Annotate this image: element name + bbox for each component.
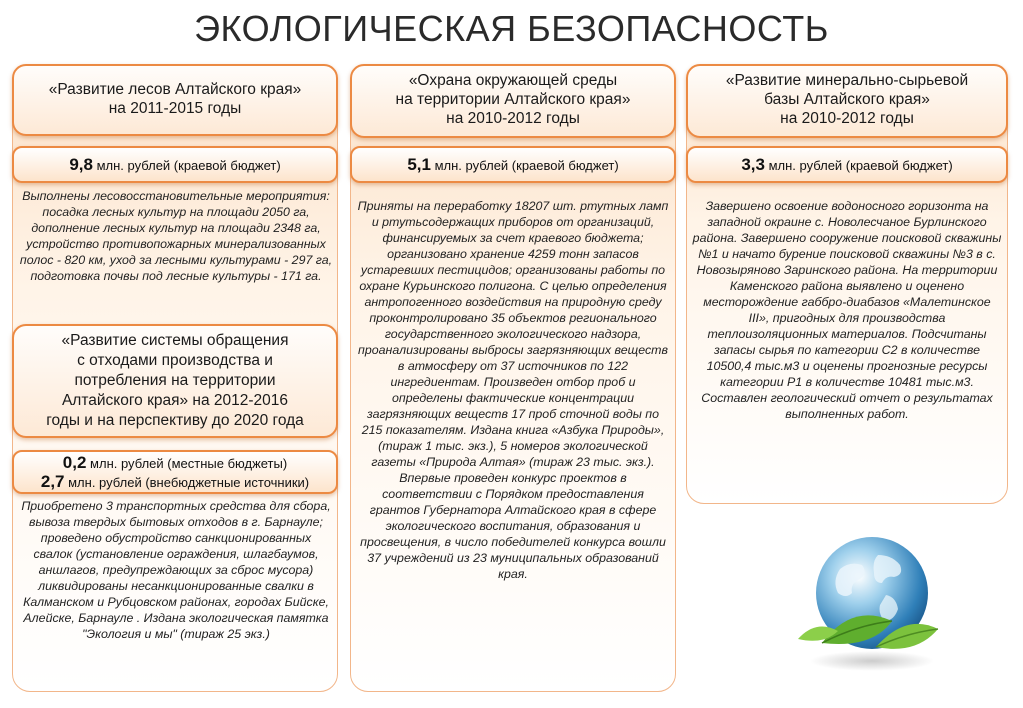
forest-program-period: на 2011-2015 годы <box>108 100 242 117</box>
environment-amount-value: 5,1 <box>407 155 431 174</box>
waste-program-results: Приобретено 3 транспортных средства для сбора, вывоза твердых бытовых отходов в г. Барнауле; проведено обустройство санкционированных свалок (установление ограждения, шлагбаумов, аншлагов, предупреждающих за сброс мусора) ликвидированы несанкционированные свалки в Калманском и Рубцовском районах, городах Бийске, Алейске, Барнауле . Издана экологическая памятка "Экология и мы" (тираж 25 экз.) <box>21 499 331 641</box>
environment-program-amount <box>350 146 676 183</box>
minerals-amount-text: млн. рублей (краевой бюджет) <box>764 158 953 173</box>
waste-title-line5: годы и на перспективу до 2020 года <box>46 412 304 429</box>
waste-title-line3: потребления на территории <box>74 372 276 389</box>
waste-title-line2: с отходами производства и <box>77 352 273 369</box>
waste-program-amount <box>12 450 338 494</box>
minerals-program-results: Завершено освоение водоносного горизонта на западной окраине с. Новолесчаное Бурлинского района. Завершено сооружение поисковой скважины №1 и начато бурение поисковой скважины №3 в с. Новозыряново Заринского района. На территории Каменского района выявлено и оценено месторождение габбро-диабазов «Малетинское III», пригодных для производства теплоизоляционных материалов. Подсчитаны запасы сырья по категории С2 в количестве 10500,4 тыс.м3 и оценены прогнозные ресурсы категории Р1 в количестве 10481 тыс.м3. Составлен геологический отчет о результатах выполненных работ. <box>692 199 1002 421</box>
waste-title-line1: «Развитие системы обращения <box>61 332 289 349</box>
globe-with-leaves-icon <box>792 525 942 675</box>
environment-title-line1: «Охрана окружающей среды <box>408 72 618 89</box>
page-title: ЭКОЛОГИЧЕСКАЯ БЕЗОПАСНОСТЬ <box>194 8 829 49</box>
environment-title-line3: на 2010-2012 годы <box>446 110 580 127</box>
waste-amount2-text: млн. рублей (внебюджетные источники) <box>64 475 310 490</box>
forest-program-results: Выполнены лесовосстановительные мероприятия: посадка лесных культур на площади 2050 га, дополнение лесных культур на площади 2348 га, устройство противопожарных минерализованных полос - 820 км, уход за лесными культурами - 297 га, подготовка почвы под лесные культуры - 171 га. <box>19 189 333 283</box>
forest-program-amount <box>12 146 338 183</box>
waste-amount1-text: млн. рублей (местные бюджеты) <box>86 456 288 471</box>
waste-amount2-value: 2,7 <box>40 472 65 491</box>
minerals-program-header <box>686 64 1008 138</box>
forest-amount-value: 9,8 <box>69 155 93 174</box>
forest-program-header <box>12 64 338 136</box>
forest-amount-text: млн. рублей (краевой бюджет) <box>92 158 281 173</box>
environment-title-line2: на территории Алтайского края» <box>395 91 631 108</box>
minerals-amount-value: 3,3 <box>741 155 765 174</box>
environment-program-header <box>350 64 676 138</box>
minerals-title-line2: базы Алтайского края» <box>764 91 930 108</box>
waste-amount1-value: 0,2 <box>62 453 87 472</box>
minerals-title-line3: на 2010-2012 годы <box>780 110 914 127</box>
environment-amount-text: млн. рублей (краевой бюджет) <box>430 158 619 173</box>
waste-title-line4: Алтайского края» на 2012-2016 <box>61 392 289 409</box>
minerals-program-amount <box>686 146 1008 183</box>
waste-program-header <box>12 324 338 438</box>
environment-program-results: Приняты на переработку 18207 шт. ртутных ламп и ртутьсодержащих приборов от организаций, финансируемых за счет краевого бюджета; организовано хранение 4259 тонн запасов устаревших пестицидов; организованы работы по охране Курьинского полигона. С целью определения антропогенного воздействия на природную среду проконтролировано 35 объектов регионального государственного экологического надзора, проанализированы выбросы загрязняющих веществ в атмосферу от 37 источников по 122 ингредиентам. Произведен отбор проб и определены фактические концентрации загрязняющих веществ 17 проб сточной воды по 215 показателям. Издана книга «Азбука Природы», (тираж 1 тыс. экз.), 5 номеров экологической газеты «Природа Алтая» (тираж 23 тыс. экз.). Впервые проведен конкурс проектов в соответствии с Порядком предоставления грантов Губернатора Алтайского края в сфере экологического воспитания, образования и просвещения, в число победителей конкурса вошли 37 учреждений из 23 муниципальных образований края. <box>357 199 669 581</box>
minerals-title-line1: «Развитие минерально-сырьевой <box>725 72 969 89</box>
forest-program-title: «Развитие лесов Алтайского края» <box>48 81 302 98</box>
